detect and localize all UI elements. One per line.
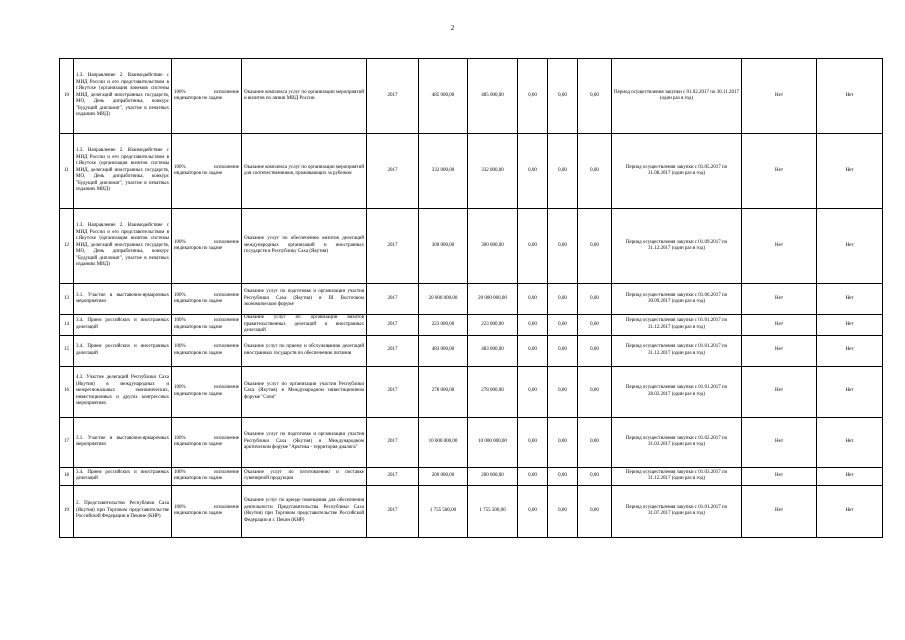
cell-z3: 0,00	[578, 209, 612, 284]
cell-desc: Оказание комплекса услуг по организации мероприятий и визитов по линии МИД России	[242, 59, 367, 134]
cell-z2: 0,00	[548, 59, 578, 134]
cell-amount2: 483 000,00	[468, 335, 518, 366]
cell-desc: Оказание услуг по аренде помещения для обеспечения деятельности Представительства Республики Саха (Якутия) при Торговом представительстве Российской Федерации в г. Пекин (КНР)	[242, 485, 367, 537]
cell-indicator: 100% исполнение индикаторов по задаче	[172, 417, 242, 467]
table-row	[60, 59, 883, 134]
cell-z3: 0,00	[578, 417, 612, 467]
cell-z1: 0,00	[518, 284, 548, 315]
cell-project: 1.3. Направление 2. Взаимодействие с МИД России и его представительством в г.Якутске (организация визитов системы МИД, делегаций иностранных государств, МО, День дипработника, конкурс "Будущий дипломат", участие в печатных изданиях МИД)	[74, 134, 172, 209]
cell-flag1: Нет	[742, 284, 817, 315]
cell-z3: 0,00	[578, 315, 612, 336]
cell-year: 2017	[367, 315, 419, 336]
cell-indicator: 100% исполнение индикаторов по задаче	[172, 59, 242, 134]
cell-amount2: 1 755 500,00	[468, 485, 518, 537]
cell-indicator: 100% исполнение индикаторов по задаче	[172, 315, 242, 336]
table-row	[60, 315, 883, 336]
cell-desc: Оказание услуг по изготовлению и поставке сувенирной продукции	[242, 467, 367, 485]
cell-amount2: 20 000 000,00	[468, 284, 518, 315]
cell-num: 17	[60, 417, 74, 467]
cell-desc: Оказание услуг по приему и обслуживанию делегаций иностранных государств по обеспечению питания	[242, 335, 367, 366]
cell-amount1: 20 000 000,00	[419, 284, 468, 315]
cell-amount1: 200 000,00	[419, 467, 468, 485]
cell-period: Период осуществления закупки с 01.06.2017 по 30.09.2017 (один раз в год)	[612, 284, 742, 315]
cell-z1: 0,00	[518, 134, 548, 209]
cell-amount2: 332 000,00	[468, 134, 518, 209]
cell-year: 2017	[367, 335, 419, 366]
cell-flag2: Нет	[817, 284, 883, 315]
cell-amount2: 223 000,00	[468, 315, 518, 336]
cell-flag1: Нет	[742, 315, 817, 336]
cell-z2: 0,00	[548, 335, 578, 366]
cell-num: 14	[60, 315, 74, 336]
cell-project: 3.1. Участие в выставочно-ярмарочных мероприятиях	[74, 284, 172, 315]
cell-flag1: Нет	[742, 335, 817, 366]
cell-year: 2017	[367, 417, 419, 467]
cell-year: 2017	[367, 284, 419, 315]
cell-project: 3.4. Прием российских и иностранных делегаций	[74, 335, 172, 366]
cell-flag2: Нет	[817, 315, 883, 336]
cell-desc: Оказание услуг по организации участия Республики Саха (Якутия) в Международном инвестиционном форуме "Сочи"	[242, 366, 367, 417]
table-row	[60, 335, 883, 366]
cell-z2: 0,00	[548, 366, 578, 417]
cell-indicator: 100% исполнение индикаторов по задаче	[172, 209, 242, 284]
cell-year: 2017	[367, 467, 419, 485]
cell-desc: Оказание услуг по организации визитов правительственных делегаций и иностранных делегаций	[242, 315, 367, 336]
cell-amount1: 1 755 500,00	[419, 485, 468, 537]
cell-project: 4.3. Участие делегаций Республики Саха (Якутия) в международных и межрегиональных экономических, инвестиционных и других конгрессных мероприятиях	[74, 366, 172, 417]
table-row	[60, 134, 883, 209]
cell-num: 11	[60, 134, 74, 209]
cell-period: Период осуществления закупки с 01.01.2017 по 31.07.2017 (один раз в год)	[612, 485, 742, 537]
cell-z2: 0,00	[548, 134, 578, 209]
cell-flag2: Нет	[817, 335, 883, 366]
cell-z1: 0,00	[518, 209, 548, 284]
cell-year: 2017	[367, 366, 419, 417]
cell-desc: Оказание услуг по подготовке и организации участия Республики Саха (Якутия) в III Восточном экономическом форуме	[242, 284, 367, 315]
cell-period: Период осуществления закупки с 01.03.2017 по 31.12.2017 (один раз в год)	[612, 467, 742, 485]
cell-num: 12	[60, 209, 74, 284]
cell-period: Период осуществления закупки с 01.01.2017 по 31.12.2017 (один раз в год)	[612, 315, 742, 336]
cell-indicator: 100% исполнение индикаторов по задаче	[172, 467, 242, 485]
cell-indicator: 100% исполнение индикаторов по задаче	[172, 335, 242, 366]
cell-num: 10	[60, 59, 74, 134]
cell-z2: 0,00	[548, 209, 578, 284]
cell-num: 16	[60, 366, 74, 417]
cell-num: 18	[60, 467, 74, 485]
cell-flag2: Нет	[817, 467, 883, 485]
procurement-plan-table	[59, 58, 883, 538]
page-number: 2	[450, 24, 455, 32]
cell-amount1: 300 000,00	[419, 209, 468, 284]
cell-z1: 0,00	[518, 417, 548, 467]
cell-amount2: 278 000,00	[468, 366, 518, 417]
cell-flag2: Нет	[817, 485, 883, 537]
cell-amount2: 300 000,00	[468, 209, 518, 284]
cell-flag2: Нет	[817, 134, 883, 209]
cell-num: 15	[60, 335, 74, 366]
cell-indicator: 100% исполнение индикаторов по задаче	[172, 485, 242, 537]
cell-flag2: Нет	[817, 59, 883, 134]
cell-project: 2. Представительство Республики Саха (Якутия) при Торговом представительстве Российской Федерации в Пекине (КНР)	[74, 485, 172, 537]
cell-period: Период осуществления закупки с 01.01.2017 по 31.12.2017 (один раз в год)	[612, 335, 742, 366]
table-row	[60, 485, 883, 537]
cell-flag1: Нет	[742, 59, 817, 134]
cell-num: 13	[60, 284, 74, 315]
cell-amount1: 485 000,00	[419, 59, 468, 134]
cell-indicator: 100% исполнение индикаторов по задаче	[172, 284, 242, 315]
cell-z3: 0,00	[578, 284, 612, 315]
cell-z1: 0,00	[518, 366, 548, 417]
cell-project: 3.4. Прием российских и иностранных делегаций	[74, 467, 172, 485]
cell-project: 3.1. Участие в выставочно-ярмарочных мероприятиях	[74, 417, 172, 467]
cell-desc: Оказание комплекса услуг по организации мероприятий для соотечественников, проживающих за рубежом	[242, 134, 367, 209]
cell-flag2: Нет	[817, 209, 883, 284]
cell-year: 2017	[367, 485, 419, 537]
cell-indicator: 100% исполнение индикаторов по задаче	[172, 134, 242, 209]
cell-z3: 0,00	[578, 335, 612, 366]
cell-flag1: Нет	[742, 417, 817, 467]
cell-desc: Оказание услуг по подготовке и организации участия Республики Саха (Якутия) в Международном арктическом форуме "Арктика - территория диалога"	[242, 417, 367, 467]
cell-z2: 0,00	[548, 284, 578, 315]
cell-amount1: 278 000,00	[419, 366, 468, 417]
cell-z1: 0,00	[518, 335, 548, 366]
cell-year: 2017	[367, 209, 419, 284]
cell-z3: 0,00	[578, 134, 612, 209]
cell-amount2: 200 000,00	[468, 467, 518, 485]
table-row	[60, 284, 883, 315]
cell-flag1: Нет	[742, 134, 817, 209]
table-row	[60, 366, 883, 417]
cell-z2: 0,00	[548, 417, 578, 467]
cell-period: Период осуществления закупки с 01.09.2017 по 31.12.2017 (один раз в год)	[612, 209, 742, 284]
cell-flag1: Нет	[742, 485, 817, 537]
cell-indicator: 100% исполнение индикаторов по задаче	[172, 366, 242, 417]
cell-z3: 0,00	[578, 467, 612, 485]
cell-flag1: Нет	[742, 366, 817, 417]
cell-z2: 0,00	[548, 485, 578, 537]
cell-amount2: 10 000 000,00	[468, 417, 518, 467]
cell-desc: Оказание услуг по обеспечению визитов делегаций международных организаций и иностранных государств в Республику Саха (Якутия)	[242, 209, 367, 284]
cell-amount1: 223 000,00	[419, 315, 468, 336]
table-row	[60, 209, 883, 284]
cell-z2: 0,00	[548, 467, 578, 485]
cell-amount1: 332 000,00	[419, 134, 468, 209]
cell-z1: 0,00	[518, 467, 548, 485]
cell-flag2: Нет	[817, 417, 883, 467]
table-row	[60, 417, 883, 467]
cell-project: 3.4. Прием российских и иностранных делегаций	[74, 315, 172, 336]
table-row	[60, 467, 883, 485]
cell-z1: 0,00	[518, 59, 548, 134]
table-body	[60, 59, 883, 538]
cell-z3: 0,00	[578, 59, 612, 134]
cell-period: Период осуществления закупки с 01.01.2017 по 28.02.2017 (один раз в год)	[612, 366, 742, 417]
cell-num: 19	[60, 485, 74, 537]
cell-amount1: 483 000,00	[419, 335, 468, 366]
cell-year: 2017	[367, 134, 419, 209]
cell-year: 2017	[367, 59, 419, 134]
cell-period: Период осуществления закупки с 01.02.2017 по 31.03.2017 (один раз в год)	[612, 417, 742, 467]
cell-amount2: 485 000,00	[468, 59, 518, 134]
cell-amount1: 10 000 000,00	[419, 417, 468, 467]
cell-project: 1.3. Направление 2. Взаимодействие с МИД России и его представительством в г.Якутске (организация вэиемов системы МИД, делегаций иностранных государств, МО, День дипработника, конкурс "Будущий дипломат", участие в печатных изданиях МИД)	[74, 59, 172, 134]
cell-flag1: Нет	[742, 209, 817, 284]
cell-period: Период осуществления закупки с 01.02.2017 по 30.11.2017 (один раз в год)	[612, 59, 742, 134]
cell-flag2: Нет	[817, 366, 883, 417]
cell-z2: 0,00	[548, 315, 578, 336]
cell-project: 1.3. Направление 2. Взаимодействие с МИД России и его представительством в г.Якутске (организация визитов системы МИД, делегаций иностранных государств, МО, День дипработника, конкурс "Будущий дипломат", участие в печатных изданиях МИД)	[74, 209, 172, 284]
cell-z3: 0,00	[578, 366, 612, 417]
cell-flag1: Нет	[742, 467, 817, 485]
cell-z3: 0,00	[578, 485, 612, 537]
cell-z1: 0,00	[518, 485, 548, 537]
cell-z1: 0,00	[518, 315, 548, 336]
cell-period: Период осуществления закупки с 01.05.2017 по 31.08.2017 (один раз в год)	[612, 134, 742, 209]
